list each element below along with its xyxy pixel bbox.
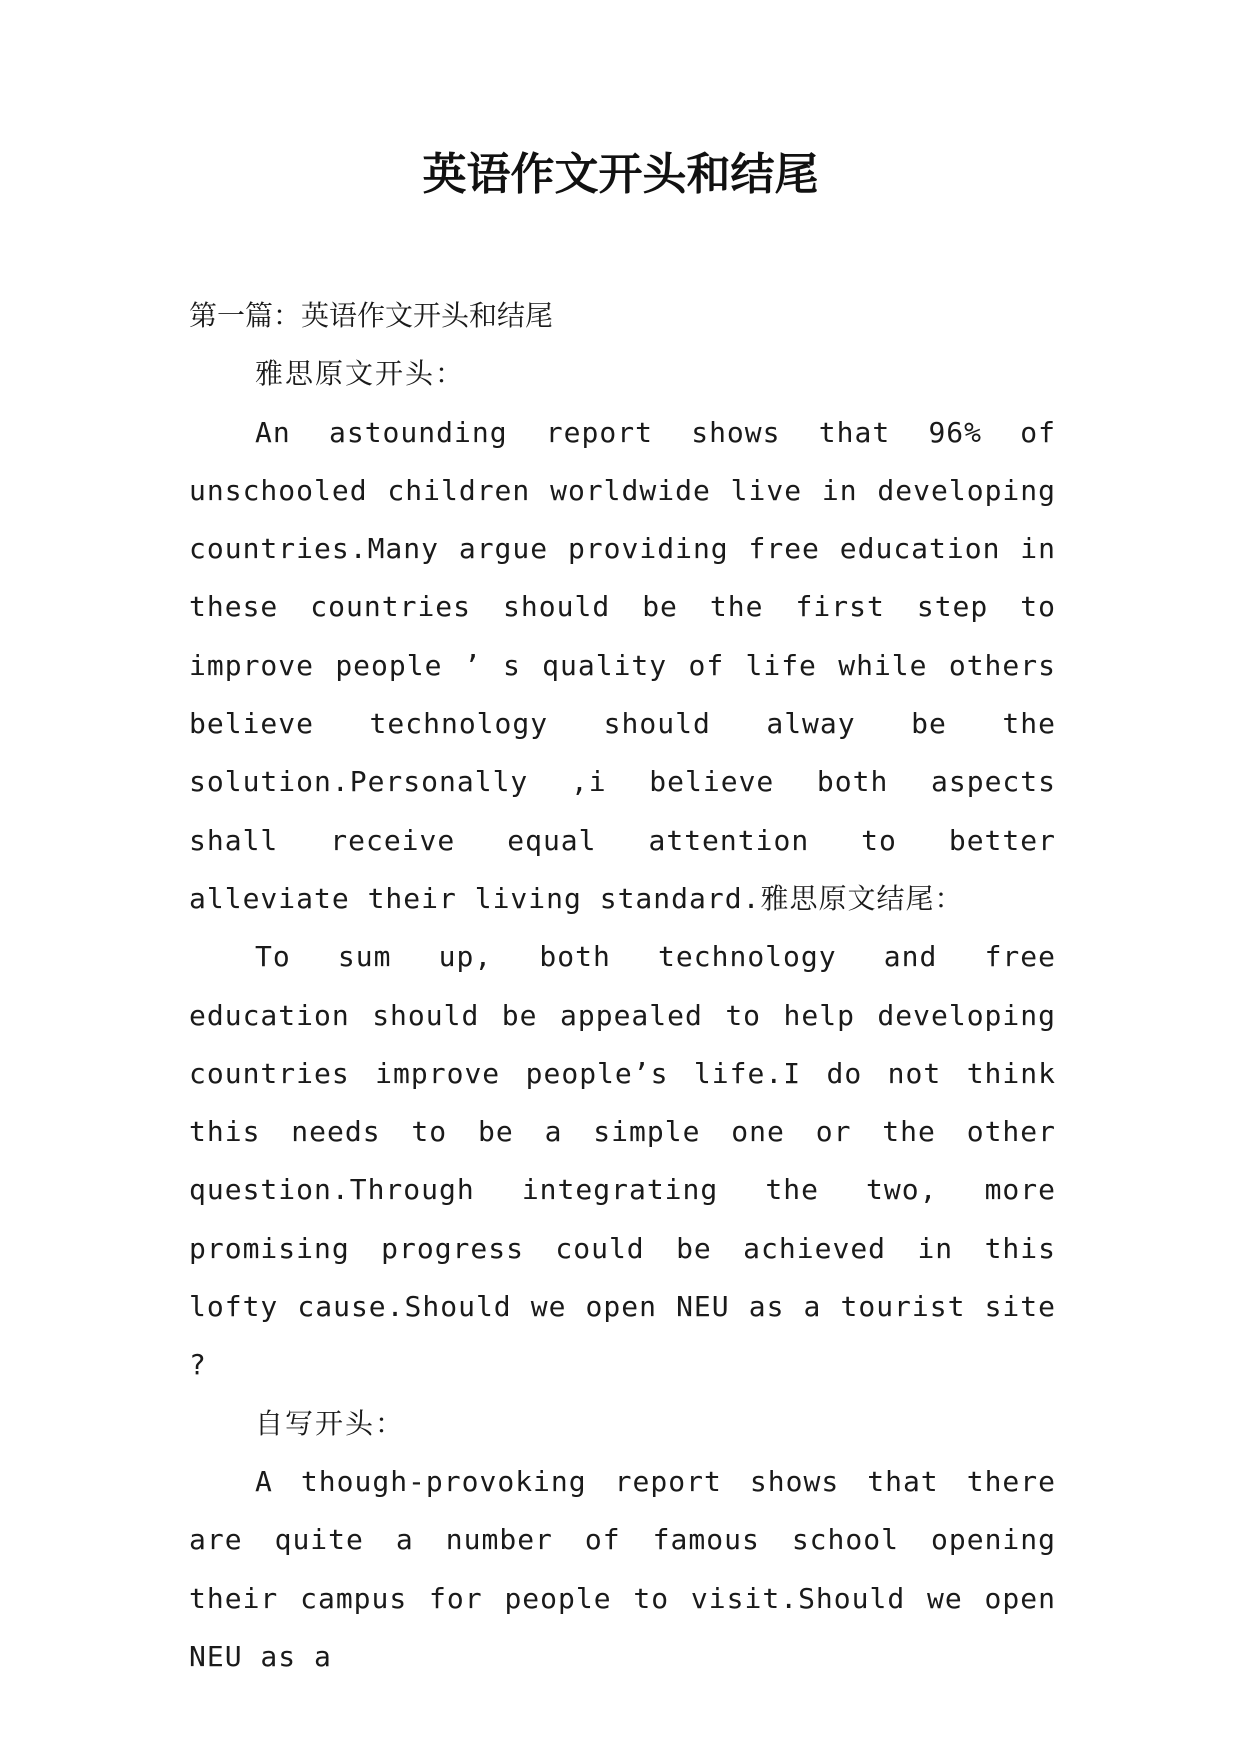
paragraph-original-opening: An astounding report shows that 96% of unschooled children worldwide live in developing countries.Many argue providing free education in these countries should be the first step to improve people ’ s quality of life while others believe technology should alway be the solution.Personally ,i believe both aspects shall receive equal attention to better alleviate their living standard.雅思原文结尾： [189,415,1056,915]
subheading-original-opening: 雅思原文开头： [255,357,466,391]
document-title: 英语作文开头和结尾 [422,149,819,200]
subheading-own-opening: 自写开头： [255,1406,406,1440]
paragraph-own-opening: A though-provoking report shows that there are quite a number of famous school opening their campus for people to visit.Should we open NEU as a [189,1464,1056,1673]
section-heading: 第一篇：英语作文开头和结尾 [189,299,554,332]
document-body [189,287,1056,1673]
paragraph-original-ending: To sum up, both technology and free education should be appealed to help developing countries improve people’s life.I do not think this needs to be a simple one or the other question.Through integrating the two, more promising progress could be achieved in this lofty cause.Should we open NEU as a tourist site ? [189,940,1056,1382]
